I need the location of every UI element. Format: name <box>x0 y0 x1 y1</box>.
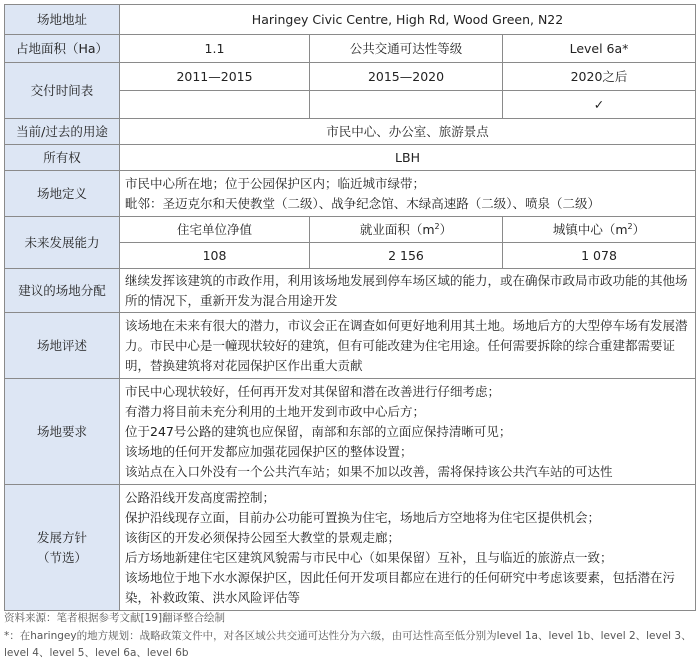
owner-value: LBH <box>120 145 696 171</box>
requirement-line: 有潜力将目前未充分利用的土地开发到市政中心后方； <box>125 403 426 419</box>
capacity-header: 就业面积$(m^2)$ <box>310 217 503 243</box>
capacity-value: 2 156 <box>310 243 503 269</box>
row-requirements <box>5 379 696 485</box>
guidelines-label: 发展方针 （节选） <box>5 485 120 611</box>
capacity-header: 城镇中心$(m^2)$ <box>503 217 696 243</box>
delivery-period: 2020之后 <box>503 63 696 91</box>
requirement-line: 该场地的任何开发都应加强花园保护区的整体设置； <box>125 443 413 459</box>
row-use <box>5 119 696 145</box>
guideline-line: 保护沿线现存立面，目前办公功能可置换为住宅，场地后方空地将为住宅区提供机会； <box>125 509 601 525</box>
check-icon: ✓ <box>503 91 696 119</box>
row-area <box>5 35 696 63</box>
requirements-label: 场地要求 <box>5 379 120 485</box>
delivery-period: 2011—2015 <box>120 63 310 91</box>
guidelines-value <box>120 485 696 611</box>
guideline-line: 公路沿线开发高度需控制； <box>125 489 276 505</box>
capacity-header: 住宅单位净值 <box>120 217 310 243</box>
site-label: 场地地址 <box>5 5 120 35</box>
row-capacity-headers <box>5 217 696 243</box>
requirement-line: 位于247号公路的建筑也应保留，南部和东部的立面应保持清晰可见； <box>125 423 512 439</box>
allocation-label: 建议的场地分配 <box>5 269 120 313</box>
definition-line: 市民中心所在地；位于公园保护区内；临近城市绿带； <box>125 175 426 191</box>
row-delivery-periods <box>5 63 696 91</box>
requirement-line: 市民中心现状较好，任何再开发对其保留和潜在改善进行仔细考虑； <box>125 383 501 399</box>
site-info-table <box>4 4 696 611</box>
delivery-label: 交付时间表 <box>5 63 120 119</box>
use-label: 当前/过去的用途 <box>5 119 120 145</box>
guideline-line: 该场地位于地下水水源保护区，因此任何开发项目都应在进行的任何研究中考虑该要素，包括潜在污染，补救政策、洪水风险评估等 <box>125 569 676 605</box>
allocation-value: 继续发挥该建筑的市政作用，利用该场地发展到停车场区域的能力，或在确保市政局市政功能的其他场所的情况下，重新开发为混合用途开发 <box>120 269 696 313</box>
footnote: *：在haringey的地方规划：战略政策文件中，对各区域公共交通可达性分为六级，由可达性高至低分别为level 1a、level 1b、level 2、level 3、level 4、level 5、level 6a、level 6b <box>4 630 692 659</box>
row-site <box>5 5 696 35</box>
guideline-line: 该街区的开发必须保持公园至大教堂的景观走廊； <box>125 529 401 545</box>
access-value: Level 6a* <box>503 35 696 63</box>
delivery-mark <box>120 91 310 119</box>
area-label: 占地面积（Ha） <box>5 35 120 63</box>
row-commentary <box>5 313 696 379</box>
owner-label: 所有权 <box>5 145 120 171</box>
guideline-line: 后方场地新建住宅区建筑风貌需与市民中心（如果保留）互补，且与临近的旅游点一致； <box>125 549 613 565</box>
definition-label: 场地定义 <box>5 171 120 217</box>
capacity-label: 未来发展能力 <box>5 217 120 269</box>
row-allocation <box>5 269 696 313</box>
delivery-mark <box>310 91 503 119</box>
row-guidelines <box>5 485 696 611</box>
requirements-value <box>120 379 696 485</box>
area-value: 1.1 <box>120 35 310 63</box>
use-value: 市民中心、办公室、旅游景点 <box>120 119 696 145</box>
row-definition <box>5 171 696 217</box>
requirement-line: 该站点在入口外没有一个公共汽车站；如果不加以改善，需将保持该公共汽车站的可达性 <box>125 463 613 479</box>
capacity-value: 108 <box>120 243 310 269</box>
commentary-value: 该场地在未来有很大的潜力，市议会正在调查如何更好地利用其土地。场地后方的大型停车场有发展潜力。市民中心是一幢现状较好的建筑，但有可能改建为住宅用途。任何需要拆除的综合重建都需要证明，替换建筑将对花园保护区作出重大贡献 <box>120 313 696 379</box>
commentary-label: 场地评述 <box>5 313 120 379</box>
access-label: 公共交通可达性等级 <box>310 35 503 63</box>
site-value: Haringey Civic Centre, High Rd, Wood Green, N22 <box>120 5 696 35</box>
row-owner <box>5 145 696 171</box>
source-note: 资料来源：笔者根据参考文献[19]翻译整合绘制 <box>4 612 226 624</box>
capacity-value: 1 078 <box>503 243 696 269</box>
definition-value <box>120 171 696 217</box>
definition-line: 毗邻：圣迈克尔和天使教堂（二级）、战争纪念馆、木绿高速路（二级）、喷泉（二级） <box>125 195 601 211</box>
delivery-period: 2015—2020 <box>310 63 503 91</box>
